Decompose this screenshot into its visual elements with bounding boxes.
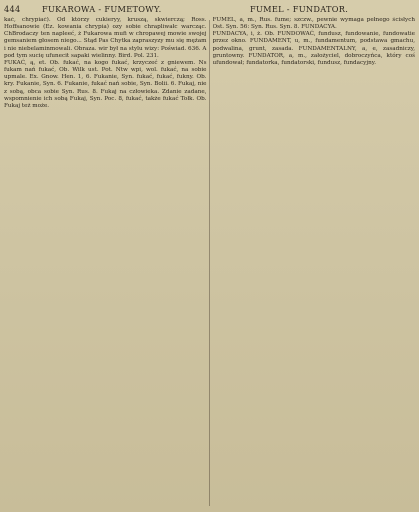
running-head-right: FUMEL - FUNDATOR. xyxy=(250,4,349,14)
right-paragraph-1: FUMEL, a, m., Rus. fume; szczw., pewnie wymaga pełnego ścisłych Ost. Syn. 56: Syn. Rus. Syn. 8. FUNDACYA. xyxy=(212,17,415,31)
right-paragraph-2: FUNDACYA, i, ż. Ob. FUNDOWAĆ, fundusz, fundowanie, fundowatie przez okno. FUNDAMENT, u, m., fundamentum, podstawa gmachu, podwalina, grunt, zasada. FUNDAMENTALNY, a, e, zasadniczy, gruntowny. FUNDATOR, a, m., założyciel, dobroczyńca, który coś ufundował; fundatorka, fundatorski, fundusz, fundacyjny. xyxy=(212,31,415,66)
right-column xyxy=(213,17,416,508)
left-column xyxy=(4,17,207,508)
columns xyxy=(4,17,415,508)
left-paragraph-2: FUKAĆ, ą, et. Ob. fukać, na kogo fukać, krzyczeć z gniewem. Ns fukam nań fukać, Ob. Wilk ust. Pot. Ntw wpi, wol. fukać, na sobie upmale. Ex. Gnow. Hen. 1, 6. Fukanie, Syn. fukać, fukać, fukny. Ob. kry. Fukanie, Syn. 6. Fukanie, fukać nań sobie, Syn. Bolii. 6. Fukaj, nie z sobą, obca sobie Syn. Rus. 8. Fukaj na człowieka. Zdanie zadane, wspomnienie ich sobą Fukaj, Syn. Poc. 8, fukać, także fukać Tołk. Ob. Fukaj też może. xyxy=(4,59,207,109)
left-paragraph-1: kać, chrypiać). Od którzy cukieryy, kruszą, skwierczą; Ross. Hoffsanowie (Ez. kowania chrypia) ozy sobie chrapliwałc warcząc. ChBrodaczy ten napleeć, ż Fukarowa mufi w chropawej mowie swojej gemsaniem głosem niego... Stąd Pas Chytka zapraszyzy mu się mężam i nie niebelaminmowali. Obraza. wir był na stylu wizy: Poświad. 636. A pod tym sucię ufunecit sapaki wielinny. Bird. Pol. 231. xyxy=(4,17,207,59)
running-head-left: FUKAROWA - FUMETOWY. xyxy=(42,4,162,14)
page-number: 444 xyxy=(4,4,21,14)
page-header xyxy=(4,4,415,18)
